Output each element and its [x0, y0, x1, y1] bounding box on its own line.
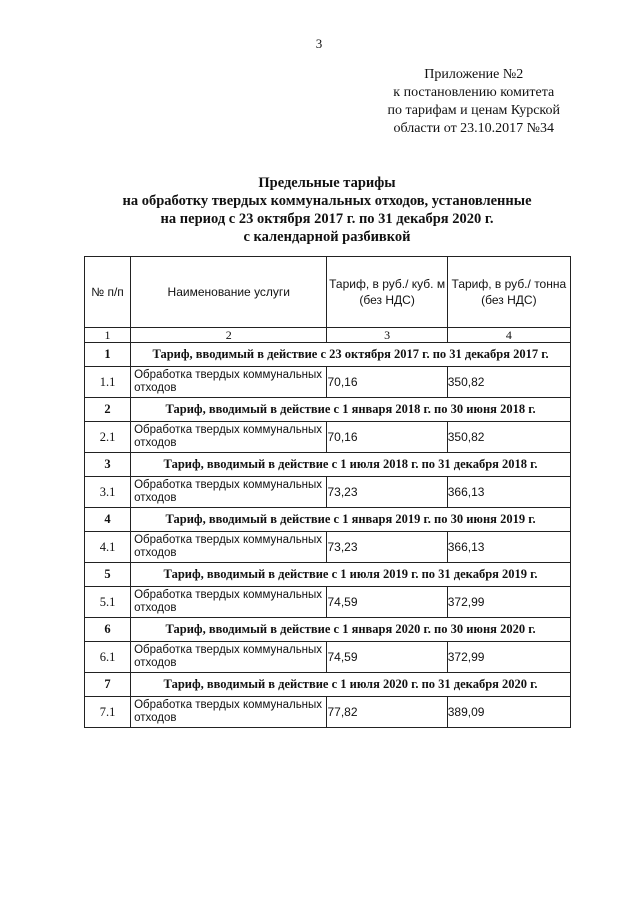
period-title: Тариф, вводимый в действие с 1 июля 2019 г. по 31 декабря 2019 г. [131, 563, 571, 587]
tariff-m3-value: 74,59 [327, 642, 447, 673]
period-number: 6 [85, 618, 131, 642]
appendix-line: Приложение №2 [424, 67, 524, 82]
table-row [85, 477, 571, 508]
column-number: 3 [327, 328, 447, 343]
period-row [85, 453, 571, 477]
column-number: 1 [85, 328, 131, 343]
period-number: 5 [85, 563, 131, 587]
tariff-m3-value: 77,82 [327, 697, 447, 728]
item-number: 3.1 [85, 477, 131, 508]
title-line: Предельные тарифы [258, 175, 396, 191]
table-row [85, 422, 571, 453]
tariff-t-value: 389,09 [447, 697, 570, 728]
service-name: Обработка твердых коммунальных отходов [131, 422, 327, 453]
period-row [85, 398, 571, 422]
period-row [85, 673, 571, 697]
tariffs-table [84, 256, 571, 728]
service-name: Обработка твердых коммунальных отходов [131, 477, 327, 508]
tariff-m3-value: 73,23 [327, 477, 447, 508]
table-row [85, 532, 571, 563]
tariff-t-value: 372,99 [447, 642, 570, 673]
service-name: Обработка твердых коммунальных отходов [131, 367, 327, 398]
tariff-m3-value: 70,16 [327, 422, 447, 453]
period-title: Тариф, вводимый в действие с 23 октября 2017 г. по 31 декабря 2017 г. [131, 343, 571, 367]
item-number: 4.1 [85, 532, 131, 563]
service-name: Обработка твердых коммунальных отходов [131, 697, 327, 728]
item-number: 1.1 [85, 367, 131, 398]
column-number: 4 [447, 328, 570, 343]
appendix-line: области от 23.10.2017 №34 [393, 121, 555, 136]
header-service-name: Наименование услуги [131, 257, 327, 328]
period-number: 1 [85, 343, 131, 367]
period-number: 7 [85, 673, 131, 697]
period-row [85, 508, 571, 532]
tariff-t-value: 366,13 [447, 532, 570, 563]
service-name: Обработка твердых коммунальных отходов [131, 532, 327, 563]
appendix-block [388, 66, 560, 138]
item-number: 2.1 [85, 422, 131, 453]
period-row [85, 563, 571, 587]
tariff-t-value: 372,99 [447, 587, 570, 618]
page-number: 3 [315, 36, 323, 51]
title-line: с календарной разбивкой [243, 229, 411, 245]
column-number: 2 [131, 328, 327, 343]
tariff-m3-value: 74,59 [327, 587, 447, 618]
period-title: Тариф, вводимый в действие с 1 июля 2020 г. по 31 декабря 2020 г. [131, 673, 571, 697]
table-row [85, 587, 571, 618]
title-line: на период с 23 октября 2017 г. по 31 декабря 2020 г. [160, 211, 494, 227]
tariff-m3-value: 70,16 [327, 367, 447, 398]
appendix-line: к постановлению комитета [393, 85, 555, 100]
service-name: Обработка твердых коммунальных отходов [131, 642, 327, 673]
document-title [0, 174, 638, 246]
table-header-row [85, 257, 571, 328]
title-line: на обработку твердых коммунальных отходов, установленные [122, 193, 532, 209]
period-number: 4 [85, 508, 131, 532]
tariff-t-value: 350,82 [447, 422, 570, 453]
service-name: Обработка твердых коммунальных отходов [131, 587, 327, 618]
period-row [85, 343, 571, 367]
period-title: Тариф, вводимый в действие с 1 января 2019 г. по 30 июня 2019 г. [131, 508, 571, 532]
header-tariff-t: Тариф, в руб./ тонна (без НДС) [447, 257, 570, 328]
item-number: 6.1 [85, 642, 131, 673]
table-row [85, 642, 571, 673]
item-number: 5.1 [85, 587, 131, 618]
appendix-line: по тарифам и ценам Курской [387, 103, 560, 118]
table-row [85, 367, 571, 398]
period-title: Тариф, вводимый в действие с 1 июля 2018 г. по 31 декабря 2018 г. [131, 453, 571, 477]
period-number: 3 [85, 453, 131, 477]
tariff-m3-value: 73,23 [327, 532, 447, 563]
header-tariff-m3: Тариф, в руб./ куб. м (без НДС) [327, 257, 447, 328]
tariff-t-value: 350,82 [447, 367, 570, 398]
table-row [85, 697, 571, 728]
item-number: 7.1 [85, 697, 131, 728]
period-title: Тариф, вводимый в действие с 1 января 2020 г. по 30 июня 2020 г. [131, 618, 571, 642]
period-row [85, 618, 571, 642]
period-title: Тариф, вводимый в действие с 1 января 2018 г. по 30 июня 2018 г. [131, 398, 571, 422]
period-number: 2 [85, 398, 131, 422]
tariff-t-value: 366,13 [447, 477, 570, 508]
column-numbers-row [85, 328, 571, 343]
header-num: № п/п [85, 257, 131, 328]
